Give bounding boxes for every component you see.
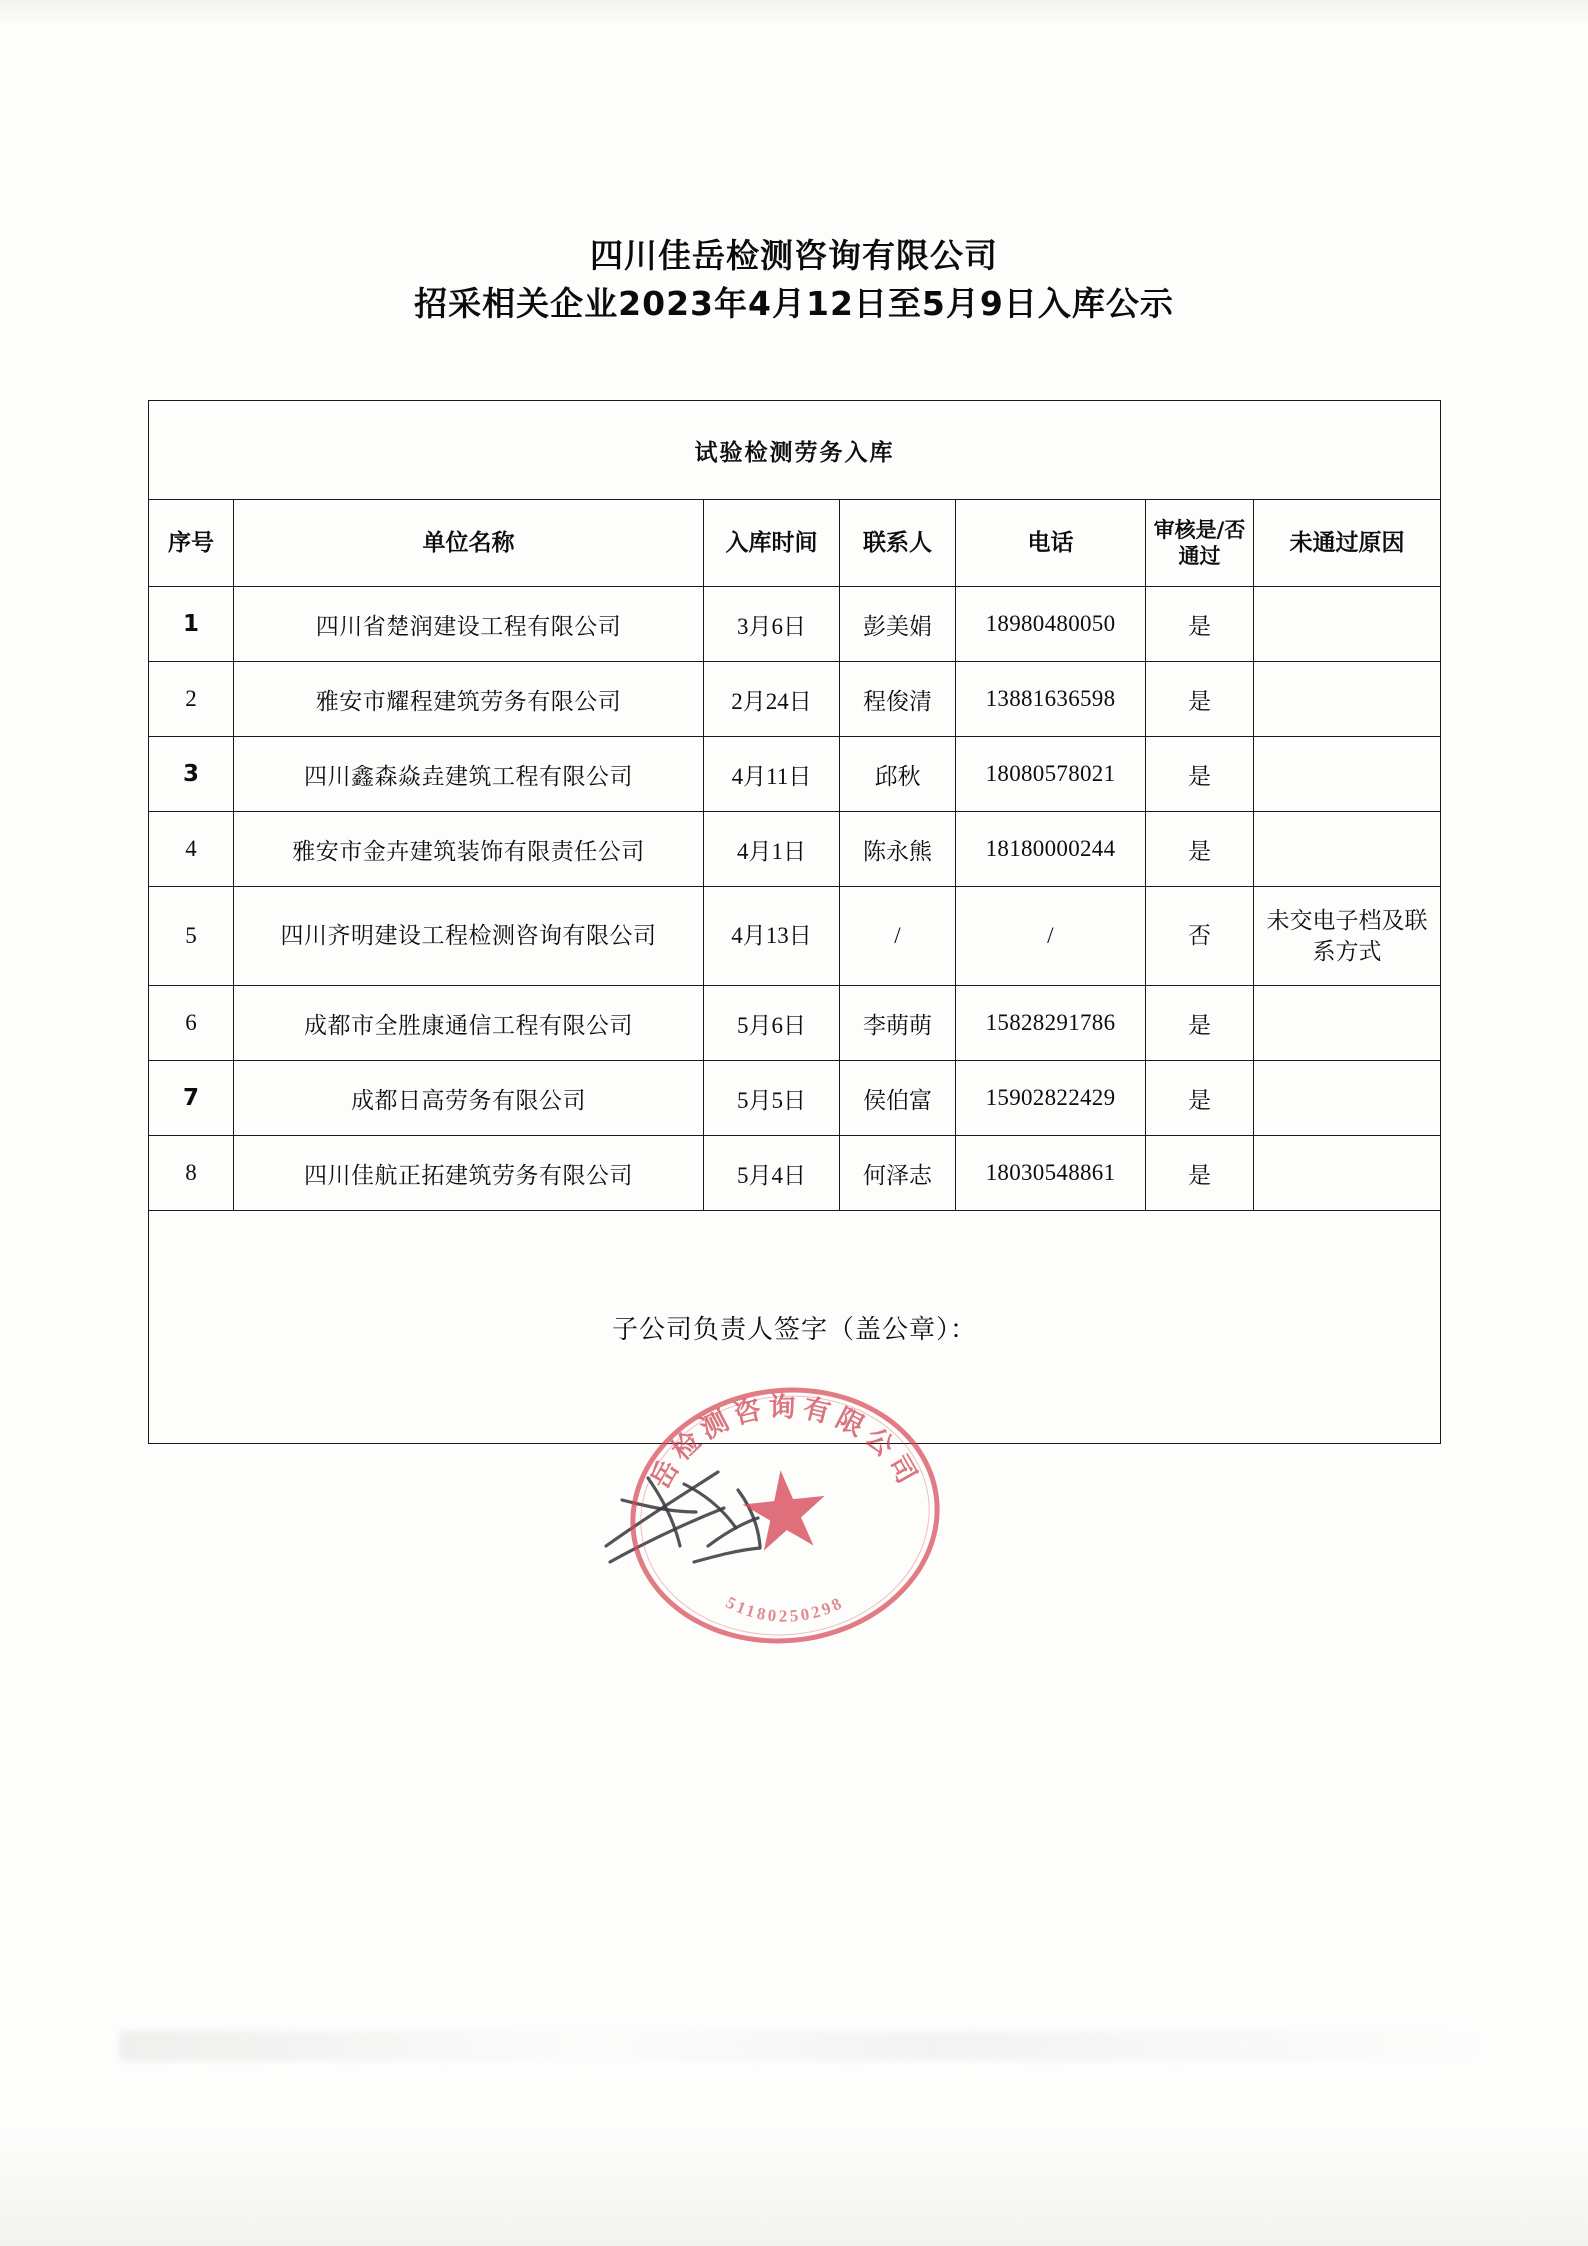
cell-phone: 18080578021	[956, 737, 1146, 812]
document-title	[0, 232, 1588, 328]
cell-reason	[1254, 986, 1441, 1061]
table-row	[149, 1136, 1441, 1211]
cell-index: 2	[149, 662, 234, 737]
cell-approved: 否	[1146, 887, 1254, 986]
title-line-2: 招采相关企业2023年4月12日至5月9日入库公示	[414, 283, 1174, 323]
seal-code-label: 51180250298	[722, 1592, 848, 1626]
cell-unit-name: 雅安市耀程建筑劳务有限公司	[234, 662, 704, 737]
column-header-entry-time: 入库时间	[704, 500, 840, 587]
cell-phone: 18180000244	[956, 812, 1146, 887]
cell-phone: 18030548861	[956, 1136, 1146, 1211]
cell-approved: 是	[1146, 737, 1254, 812]
cell-contact: 程俊清	[840, 662, 956, 737]
cell-approved: 是	[1146, 986, 1254, 1061]
scan-edge-top	[0, 0, 1588, 26]
cell-entry-time: 5月5日	[704, 1061, 840, 1136]
cell-contact: /	[840, 887, 956, 986]
handwritten-signature	[588, 1450, 828, 1590]
cell-approved: 是	[1146, 1136, 1254, 1211]
column-header-phone: 电话	[956, 500, 1146, 587]
cell-index: 6	[149, 986, 234, 1061]
cell-contact: 何泽志	[840, 1136, 956, 1211]
cell-reason	[1254, 587, 1441, 662]
cell-index: 4	[149, 812, 234, 887]
cell-unit-name: 四川齐明建设工程检测咨询有限公司	[234, 887, 704, 986]
cell-phone: 18980480050	[956, 587, 1146, 662]
cell-approved: 是	[1146, 662, 1254, 737]
cell-index: 3	[149, 737, 234, 812]
cell-entry-time: 2月24日	[704, 662, 840, 737]
cell-phone: 15828291786	[956, 986, 1146, 1061]
entry-table	[148, 400, 1441, 1444]
cell-unit-name: 四川佳航正拓建筑劳务有限公司	[234, 1136, 704, 1211]
table-header-row	[149, 500, 1441, 587]
cell-phone: 13881636598	[956, 662, 1146, 737]
seal-star-icon	[738, 1465, 833, 1560]
table-row	[149, 1061, 1441, 1136]
cell-index: 5	[149, 887, 234, 986]
signature-area	[149, 1211, 1441, 1444]
cell-index: 8	[149, 1136, 234, 1211]
cell-contact: 陈永熊	[840, 812, 956, 887]
cell-phone: /	[956, 887, 1146, 986]
cell-approved: 是	[1146, 587, 1254, 662]
cell-entry-time: 5月6日	[704, 986, 840, 1061]
cell-index: 7	[149, 1061, 234, 1136]
cell-contact: 李萌萌	[840, 986, 956, 1061]
column-header-approved: 审核是/否通过	[1146, 500, 1254, 587]
table-banner: 试验检测劳务入库	[149, 401, 1441, 500]
column-header-index: 序号	[149, 500, 234, 587]
seal-arc-label: 岳检测咨询有限公司	[644, 1392, 926, 1495]
cell-unit-name: 成都日高劳务有限公司	[234, 1061, 704, 1136]
cell-unit-name: 雅安市金卉建筑装饰有限责任公司	[234, 812, 704, 887]
cell-phone: 15902822429	[956, 1061, 1146, 1136]
cell-contact: 彭美娟	[840, 587, 956, 662]
scan-smudge	[120, 2031, 1480, 2061]
cell-entry-time: 4月1日	[704, 812, 840, 887]
title-line-1: 四川佳岳检测咨询有限公司	[590, 236, 998, 275]
table-row	[149, 986, 1441, 1061]
cell-reason	[1254, 812, 1441, 887]
table-row	[149, 887, 1441, 986]
cell-reason	[1254, 737, 1441, 812]
cell-contact: 邱秋	[840, 737, 956, 812]
cell-reason: 未交电子档及联系方式	[1254, 887, 1441, 986]
cell-unit-name: 成都市全胜康通信工程有限公司	[234, 986, 704, 1061]
cell-entry-time: 3月6日	[704, 587, 840, 662]
cell-entry-time: 4月11日	[704, 737, 840, 812]
cell-reason	[1254, 1136, 1441, 1211]
cell-unit-name: 四川鑫森焱垚建筑工程有限公司	[234, 737, 704, 812]
cell-approved: 是	[1146, 1061, 1254, 1136]
table-banner-row	[149, 401, 1441, 500]
column-header-unit-name: 单位名称	[234, 500, 704, 587]
cell-entry-time: 4月13日	[704, 887, 840, 986]
cell-index: 1	[149, 587, 234, 662]
cell-unit-name: 四川省楚润建设工程有限公司	[234, 587, 704, 662]
table-row	[149, 737, 1441, 812]
column-header-contact: 联系人	[840, 500, 956, 587]
cell-entry-time: 5月4日	[704, 1136, 840, 1211]
table-row	[149, 812, 1441, 887]
signature-label: 子公司负责人签字（盖公章）：	[612, 1314, 978, 1344]
cell-contact: 侯伯富	[840, 1061, 956, 1136]
signature-row	[149, 1211, 1441, 1444]
column-header-reason: 未通过原因	[1254, 500, 1441, 587]
cell-reason	[1254, 1061, 1441, 1136]
cell-reason	[1254, 662, 1441, 737]
scan-edge-bottom	[0, 2126, 1588, 2246]
cell-approved: 是	[1146, 812, 1254, 887]
table-row	[149, 662, 1441, 737]
svg-text:51180250298	[723, 1593, 847, 1626]
table-row	[149, 587, 1441, 662]
